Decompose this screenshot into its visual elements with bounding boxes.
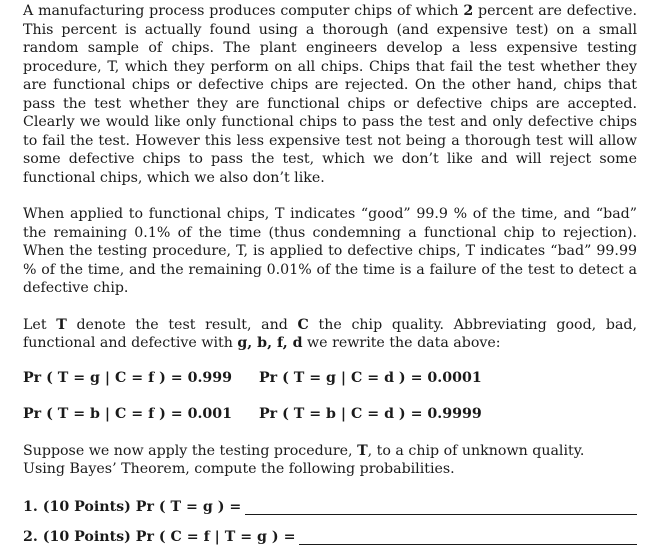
prob-good-given-defective: Pr ( T = g | C = d ) = 0.0001 <box>259 369 482 386</box>
notation-C: C <box>297 316 309 333</box>
prob-bad-given-defective: Pr ( T = b | C = d ) = 0.9999 <box>259 405 482 422</box>
probability-row-good <box>23 370 637 388</box>
notation-text-1: Let <box>23 316 57 333</box>
test-accuracy-paragraph: When applied to functional chips, T indicates “good” 99.9 % of the time, and “bad” the remaining 0.1% of the time (thus condemning a functional chip to rejection). When the testing procedure, T, is applied to defective chips, T indicates “bad” 99.99 % of the time, and the remaining 0.01% of the time is a failure of the test to detect a defective chip. <box>23 206 637 296</box>
defect-percent: 2 <box>463 3 474 19</box>
notation-text-4: we rewrite the data above: <box>302 335 501 351</box>
instruction-T: T <box>357 442 368 459</box>
question-2-label: 2. (10 Points) Pr ( C = f | T = g ) = <box>23 528 296 545</box>
problem-intro-paragraph <box>23 2 637 187</box>
question-1 <box>23 495 637 515</box>
document-page <box>23 2 637 545</box>
question-2-answer-blank[interactable] <box>299 530 637 545</box>
notation-paragraph <box>23 316 637 353</box>
instruction-text-2: , to a chip of unknown quality. <box>367 442 585 459</box>
notation-T: T <box>56 316 67 333</box>
prob-bad-given-functional: Pr ( T = b | C = f ) = 0.001 <box>23 405 233 422</box>
bayes-instruction-paragraph <box>23 442 637 479</box>
intro-text-2: percent are defective. This percent is actually found using a thorough (and expensive test) on a small random sample of chips. The plant engineers develop a less expensive testing procedure, T, which they perform on all chips. Chips that fail the test whether they are functional chips or defective chips are rejected. On the other hand, chips that pass the test whether they are functional chips or defective chips are accepted. Clearly we would like only functional chips to pass the test and only defective chips to fail the test. However this less expensive test not being a thorough test will allow some defective chips to pass the test, which we don’t like and will reject some functional chips, which we also don’t like. <box>23 3 637 186</box>
prob-good-given-functional: Pr ( T = g | C = f ) = 0.999 <box>23 369 233 386</box>
probability-row-bad <box>23 406 637 424</box>
question-1-answer-blank[interactable] <box>245 500 637 515</box>
notation-text-2: denote the test result, and <box>66 316 298 333</box>
intro-text-1: A manufacturing process produces computer chips of which <box>23 3 464 19</box>
notation-abbrev: g, b, f, d <box>237 335 303 351</box>
notation-text-3: the chip quality. Abbreviating good, bad, functional and defective with <box>23 316 637 351</box>
instruction-text-1: Suppose we now apply the testing procedure, <box>23 442 358 459</box>
instruction-line-2: Using Bayes’ Theorem, compute the following probabilities. <box>23 461 455 477</box>
question-1-label: 1. (10 Points) Pr ( T = g ) = <box>23 498 242 515</box>
